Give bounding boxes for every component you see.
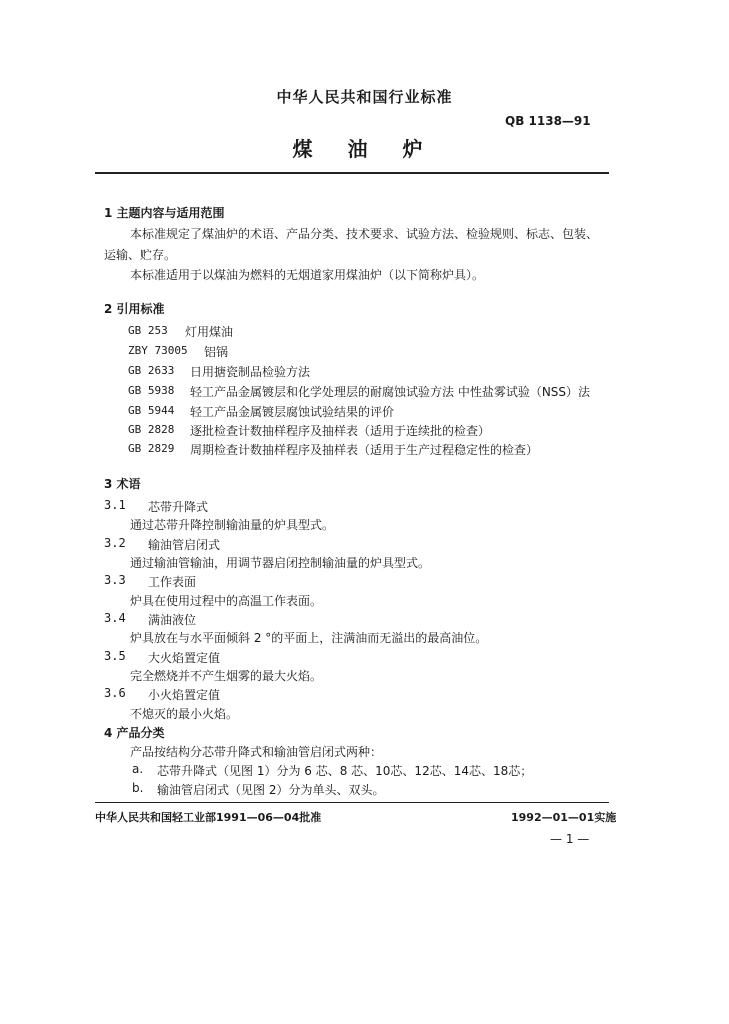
- section-4-intro: 产品按结构分芯带升降式和输油管启闭式两种：: [130, 745, 383, 759]
- term-name: 输油管启闭式: [148, 538, 221, 552]
- ref-title: 轻工产品金属镀层腐蚀试验结果的评价: [190, 405, 395, 419]
- list-item: 芯带升降式（见图 1）分为 6 芯、8 芯、10芯、12芯、14芯、18芯；: [157, 764, 533, 778]
- ref-code: GB 5938: [128, 384, 175, 397]
- section-1-para-1-line-1: 本标准规定了煤油炉的术语、产品分类、技术要求、试验方法、检验规则、标志、包装、: [130, 227, 599, 241]
- term-definition: 炉具放在与水平面倾斜 2 °的平面上，注满油而无溢出的最高油位。: [130, 631, 488, 645]
- standard-number: QB 1138—91: [505, 114, 591, 128]
- term-number: 3.3: [104, 573, 126, 587]
- term-definition: 通过芯带升降控制输油量的炉具型式。: [130, 518, 335, 532]
- term-definition: 完全燃烧并不产生烟雾的最大火焰。: [130, 669, 323, 683]
- ref-title: 灯用煤油: [185, 325, 234, 339]
- ref-title: 日用搪瓷制品检验方法: [190, 365, 311, 379]
- ref-code: GB 2828: [128, 423, 175, 436]
- term-definition: 通过输油管输油，用调节器启闭控制输油量的炉具型式。: [130, 556, 431, 570]
- term-name: 工作表面: [148, 575, 197, 589]
- page-number: — 1 —: [550, 832, 590, 846]
- list-item: 输油管启闭式（见图 2）分为单头、双头。: [157, 783, 385, 797]
- term-definition: 不熄灭的最小火焰。: [130, 707, 239, 721]
- document-title: 煤 油 炉: [292, 137, 437, 161]
- term-name: 芯带升降式: [148, 500, 209, 514]
- header-divider: [95, 172, 609, 174]
- list-marker: b.: [132, 781, 144, 795]
- ref-title: 逐批检查计数抽样程序及抽样表（适用于连续批的检查）: [190, 424, 491, 438]
- term-name: 满油液位: [148, 613, 197, 627]
- term-name: 小火焰置定值: [148, 688, 221, 702]
- term-number: 3.6: [104, 686, 126, 700]
- ref-title: 周期检查计数抽样程序及抽样表（适用于生产过程稳定性的检查）: [190, 443, 539, 457]
- section-4-heading: 4 产品分类: [104, 726, 165, 740]
- ref-code: GB 253: [128, 324, 168, 337]
- section-1-para-1-line-2: 运输、贮存。: [104, 248, 177, 262]
- list-marker: a.: [132, 762, 144, 776]
- term-number: 3.5: [104, 649, 126, 663]
- section-2-heading: 2 引用标准: [104, 302, 165, 316]
- implementation-date: 1992—01—01实施: [511, 811, 617, 824]
- approval-line: 中华人民共和国轻工业部1991—06—04批准: [95, 811, 322, 824]
- footer-divider: [95, 802, 609, 803]
- term-definition: 炉具在使用过程中的高温工作表面。: [130, 594, 323, 608]
- ref-code: GB 5944: [128, 404, 175, 417]
- org-title: 中华人民共和国行业标准: [276, 88, 453, 106]
- section-1-heading: 1 主题内容与适用范围: [104, 206, 225, 220]
- term-number: 3.2: [104, 536, 126, 550]
- ref-code: ZBY 73005: [128, 344, 188, 357]
- ref-title: 铝锅: [204, 345, 229, 359]
- section-3-heading: 3 术语: [104, 477, 141, 491]
- ref-code: GB 2829: [128, 442, 175, 455]
- term-number: 3.4: [104, 611, 126, 625]
- ref-title: 轻工产品金属镀层和化学处理层的耐腐蚀试验方法 中性盐雾试验（NSS）法: [190, 385, 591, 399]
- term-number: 3.1: [104, 498, 126, 512]
- ref-code: GB 2633: [128, 364, 175, 377]
- term-name: 大火焰置定值: [148, 651, 221, 665]
- section-1-para-2: 本标准适用于以煤油为燃料的无烟道家用煤油炉（以下简称炉具）。: [130, 268, 485, 282]
